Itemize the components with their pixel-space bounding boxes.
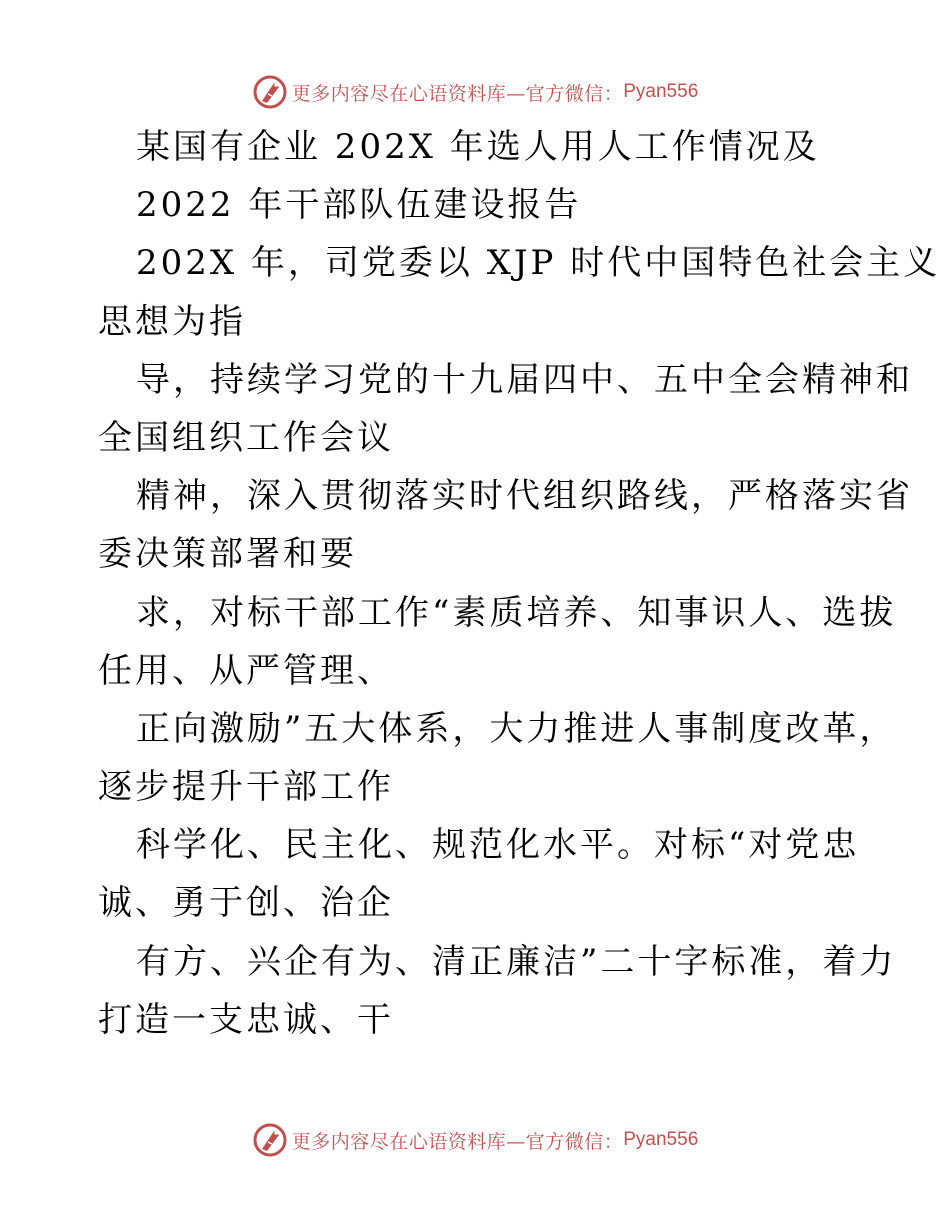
watermark-wechat-id: Pyan556 (623, 1129, 699, 1150)
header-watermark (0, 72, 950, 112)
watermark-text: 更多内容尽在心语资料库—官方微信： (291, 1130, 624, 1153)
doc-line: 某国有企业 202X 年选人用人工作情况及 (136, 127, 820, 167)
doc-line: 诚、勇于创、治企 (98, 883, 394, 924)
doc-line: 思想为指 (98, 301, 246, 342)
doc-line: 202X 年，司党委以 XJP 时代中国特色社会主义 (136, 243, 941, 284)
doc-line: 任用、从严管理、 (98, 650, 394, 691)
doc-line: 2022 年干部队伍建设报告 (136, 185, 582, 226)
doc-line: 全国组织工作会议 (98, 417, 394, 458)
doc-line: 有方、兴企有为、清正廉洁”二十字标准，着力 (136, 941, 897, 982)
watermark-wechat-id: Pyan556 (623, 81, 699, 102)
doc-line: 正向激励”五大体系，大力推进人事制度改革， (136, 708, 897, 749)
document-body (98, 118, 941, 1049)
watermark-text: 更多内容尽在心语资料库—官方微信： (291, 82, 624, 105)
doc-line: 求，对标干部工作“素质培养、知事识人、选拔 (136, 592, 897, 633)
doc-line: 科学化、民主化、规范化水平。对标“对党忠 (136, 825, 860, 866)
footer-watermark (0, 1120, 950, 1160)
doc-line: 委决策部署和要 (98, 534, 357, 575)
pen-nib-circle-icon (252, 1122, 288, 1158)
doc-line: 打造一支忠诚、干 (98, 999, 394, 1040)
doc-line: 精神，深入贯彻落实时代组织路线，严格落实省 (136, 476, 913, 517)
doc-line: 导，持续学习党的十九届四中、五中全会精神和 (136, 359, 913, 400)
pen-nib-circle-icon (252, 74, 288, 110)
doc-line: 逐步提升干部工作 (98, 767, 394, 808)
